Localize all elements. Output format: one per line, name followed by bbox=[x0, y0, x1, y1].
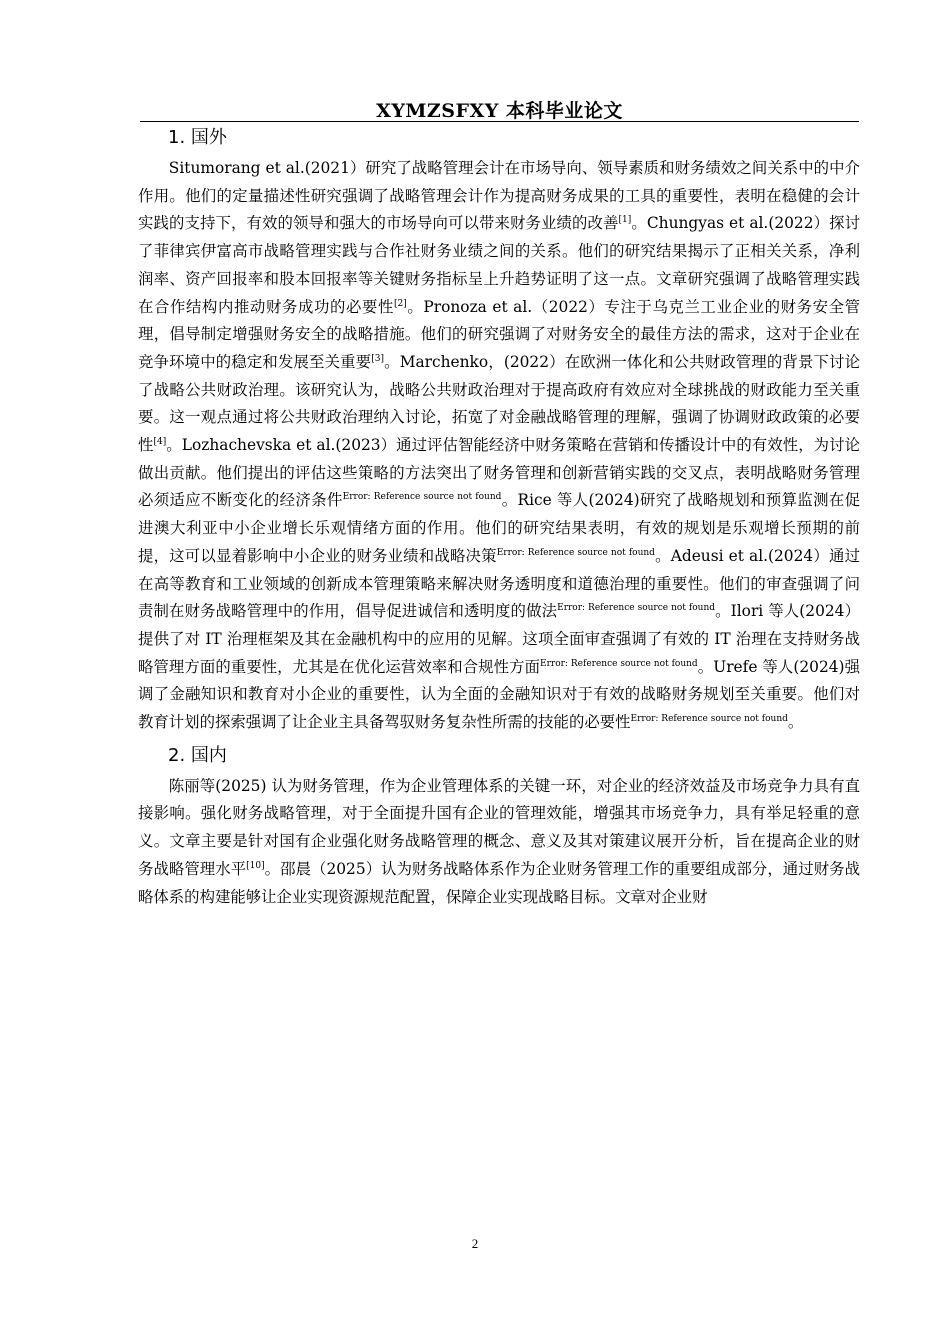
citation-sup: Error: Reference source not found bbox=[342, 492, 502, 503]
header-rule bbox=[140, 121, 859, 122]
text-segment: Situmorang et al.(2021）研究了战略管理会计在市场导向、领导素质和财务绩效之间关系中的中介作用。他们的定量描述性研究强调了战略管理会计作为提高财务成果的工具的重要性，表明在稳健的会计实践的支持下，有效的领导和强大的市场导向可以带来财务业绩的改善 bbox=[138, 159, 860, 233]
section-heading-domestic: 2. 国内 bbox=[168, 744, 227, 766]
citation-sup: Error: Reference source not found bbox=[557, 603, 716, 614]
text-segment: 。Adeusi et al.(2024）通过在高等教育和工业领域的创新成本管理策略来解决财务透明度和道德治理的重要性。他们的审查强调了问责制在财务战略管理中的作用，倡导促进诚信和透明度的做法 bbox=[138, 546, 860, 621]
paragraph-domestic bbox=[138, 773, 860, 912]
citation-sup: Error: Reference source not found bbox=[540, 658, 698, 669]
text-segment: 。邵晨（2025）认为财务战略体系作为企业财务管理工作的重要组成部分，通过财务战略体系的构建能够让企业实现资源规范配置，保障企业实现战略目标。文章对企业财 bbox=[138, 859, 860, 906]
text-segment: 。Lozhachevska et al.(2023）通过评估智能经济中财务策略在营销和传播设计中的有效性，为讨论做出贡献。他们提出的评估这些策略的方法突出了财务管理和创新营销实践的交叉点，表明战略财务管理必须适应不断变化的经济条件 bbox=[138, 436, 860, 510]
citation-sup: Error: Reference source not found bbox=[496, 547, 655, 558]
citation-sup: [2] bbox=[394, 298, 407, 309]
page-header-title: XYMZSFXY 本科毕业论文 bbox=[376, 100, 623, 122]
citation-sup: [4] bbox=[153, 436, 167, 447]
text-segment: 。Urefe 等人(2024)强调了金融知识和教育对小企业的重要性，认为全面的金融知识对于有效的战略财务规划至关重要。他们对教育计划的探索强调了让企业主具备驾驭财务复杂性所需的技能的必要性 bbox=[138, 657, 860, 732]
paragraph-foreign bbox=[138, 155, 860, 737]
text-segment: 。Marchenko，(2022）在欧洲一体化和公共财政管理的背景下讨论了战略公共财政治理。该研究认为，战略公共财政治理对于提高政府有效应对全球挑战的财政能力至关重要。这一观点通过将公共财政治理纳入讨论，拓宽了对金融战略管理的理解，强调了协调财政政策的必要性 bbox=[138, 352, 860, 455]
text-segment: 陈丽等(2025) 认为财务管理，作为企业管理体系的关键一环，对企业的经济效益及市场竞争力具有直接影响。强化财务战略管理，对于全面提升国有企业的管理效能，增强其市场竞争力，具有举足轻重的意义。文章主要是针对国有企业强化财务战略管理的概念、意义及其对策建议展开分析，旨在提高企业的财务战略管理水平 bbox=[138, 776, 860, 878]
citation-sup: Error: Reference source not found bbox=[630, 713, 788, 724]
text-segment: 。Rice 等人(2024)研究了战略规划和预算监测在促进澳大利亚中小企业增长乐观情绪方面的作用。他们的研究结果表明，有效的规划是乐观增长预期的前提，这可以显着影响中小企业的财务业绩和战略决策 bbox=[138, 491, 861, 565]
citation-sup: [1] bbox=[618, 215, 632, 226]
text-segment: 。Ilori 等人(2024）提供了对 IT 治理框架及其在金融机构中的应用的见解。这项全面审查强调了有效的 IT 治理在支持财务战略管理方面的重要性，尤其是在优化运营效率和合规性方面 bbox=[138, 602, 860, 676]
page-number: 2 bbox=[471, 1236, 479, 1251]
section-heading-foreign: 1. 国外 bbox=[168, 127, 227, 148]
citation-sup: [3] bbox=[371, 353, 384, 364]
document-body bbox=[138, 123, 860, 911]
text-segment: 。Pronoza et al.（2022）专注于乌克兰工业企业的财务安全管理，倡导制定增强财务安全的战略措施。他们的研究强调了对财务安全的最佳方法的需求，这对于企业在竞争环境中的稳定和发展至关重要 bbox=[138, 297, 860, 371]
citation-sup: [10] bbox=[246, 860, 265, 871]
text-segment: 。Chungyas et al.(2022）探讨了菲律宾伊富高市战略管理实践与合作社财务业绩之间的关系。他们的研究结果揭示了正相关关系，净利润率、资产回报率和股本回报率等关键财务指标呈上升趋势证明了这一点。文章研究强调了战略管理实践在合作结构内推动财务成功的必要性 bbox=[138, 214, 860, 316]
text-segment: 。 bbox=[787, 713, 804, 732]
